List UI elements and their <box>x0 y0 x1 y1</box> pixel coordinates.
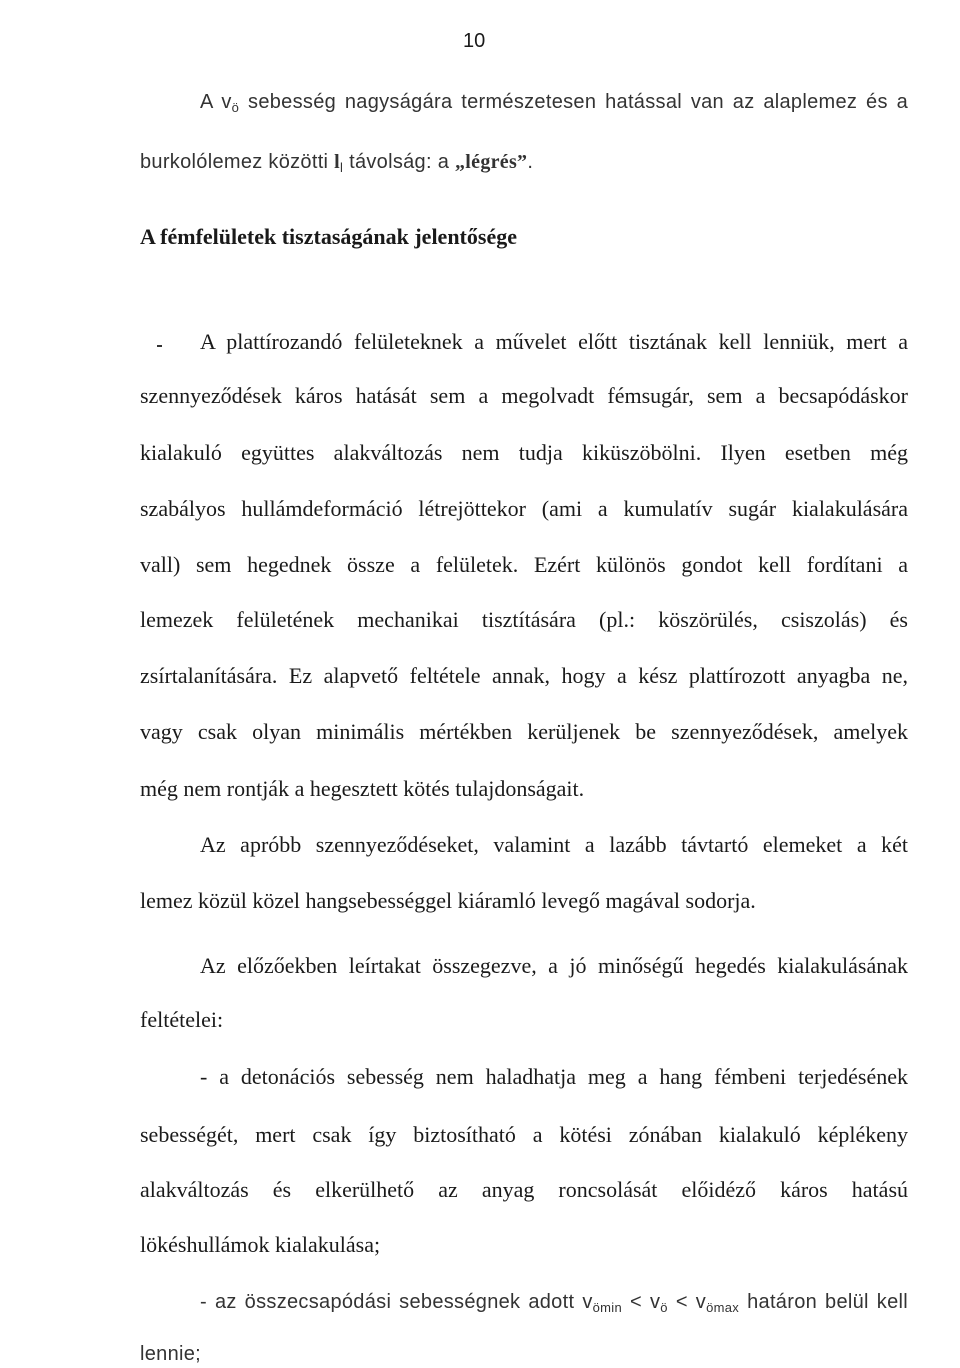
para1-line: zsírtalanítására. Ez alapvető feltétele annak, hogy a kész plattírozott anyagba ne, <box>140 663 908 688</box>
bullet1-line: - a detonációs sebesség nem haladhatja meg a hang fémbeni terjedésének <box>200 1064 908 1089</box>
para1-line: még nem rontják a hegesztett kötés tulajdonságait. <box>140 776 585 801</box>
para1-line: lemezek felületének mechanikai tisztítására (pl.: köszörülés, csiszolás) és <box>140 607 908 632</box>
page-number: 10 <box>463 30 486 52</box>
bullet1-line: alakváltozás és elkerülhető az anyag roncsolását előidéző káros hatású <box>140 1177 908 1202</box>
para3-line: feltételei: <box>140 1007 224 1032</box>
bullet2-line: - az összecsapódási sebességnek adott $v_{ömin} < v_ö < v_{ömax}$ határon belül kell <box>200 1291 908 1315</box>
para2-line: Az apróbb szennyeződéseket, valamint a lazább távtartó elemeket a két <box>200 832 908 857</box>
para2-line: lemez közül közel hangsebességgel kiáramló levegő magával sodorja. <box>140 888 756 913</box>
para3-line: Az előzőekben leírtakat összegezve, a jó minőségű hegedés kialakulásának <box>200 953 908 978</box>
scan-mark <box>157 345 162 347</box>
section-heading: A fémfelületek tisztaságának jelentősége <box>140 224 517 249</box>
bullet1-line: lökéshullámok kialakulása; <box>140 1232 381 1257</box>
para1-line: szennyeződések káros hatását sem a megolvadt fémsugár, sem a becsapódáskor <box>140 383 908 408</box>
para1-line: vall) sem hegednek össze a felületek. Ezért különös gondot kell fordítani a <box>140 552 908 577</box>
bullet1-line: sebességét, mert csak így biztosítható a kötési zónában kialakuló képlékeny <box>140 1122 908 1147</box>
intro-line-2: burkolólemez közötti $l_l$ távolság: a „légrés”. <box>140 151 534 175</box>
para1-line: vagy csak olyan minimális mértékben kerüljenek be szennyeződések, amelyek <box>140 719 908 744</box>
para1-line: A plattírozandó felületeknek a művelet előtt tisztának kell lenniük, mert a <box>200 329 908 354</box>
para1-line: kialakuló együttes alakváltozás nem tudja kiküszöbölni. Ilyen esetben még <box>140 440 908 465</box>
bullet2-line: lennie; <box>140 1343 202 1365</box>
intro-line-1: A $v_ö$ sebesség nagyságára természetesen hatással van az alaplemez és a <box>200 91 908 115</box>
para1-line: szabályos hullámdeformáció létrejöttekor (ami a kumulatív sugár kialakulására <box>140 496 908 521</box>
